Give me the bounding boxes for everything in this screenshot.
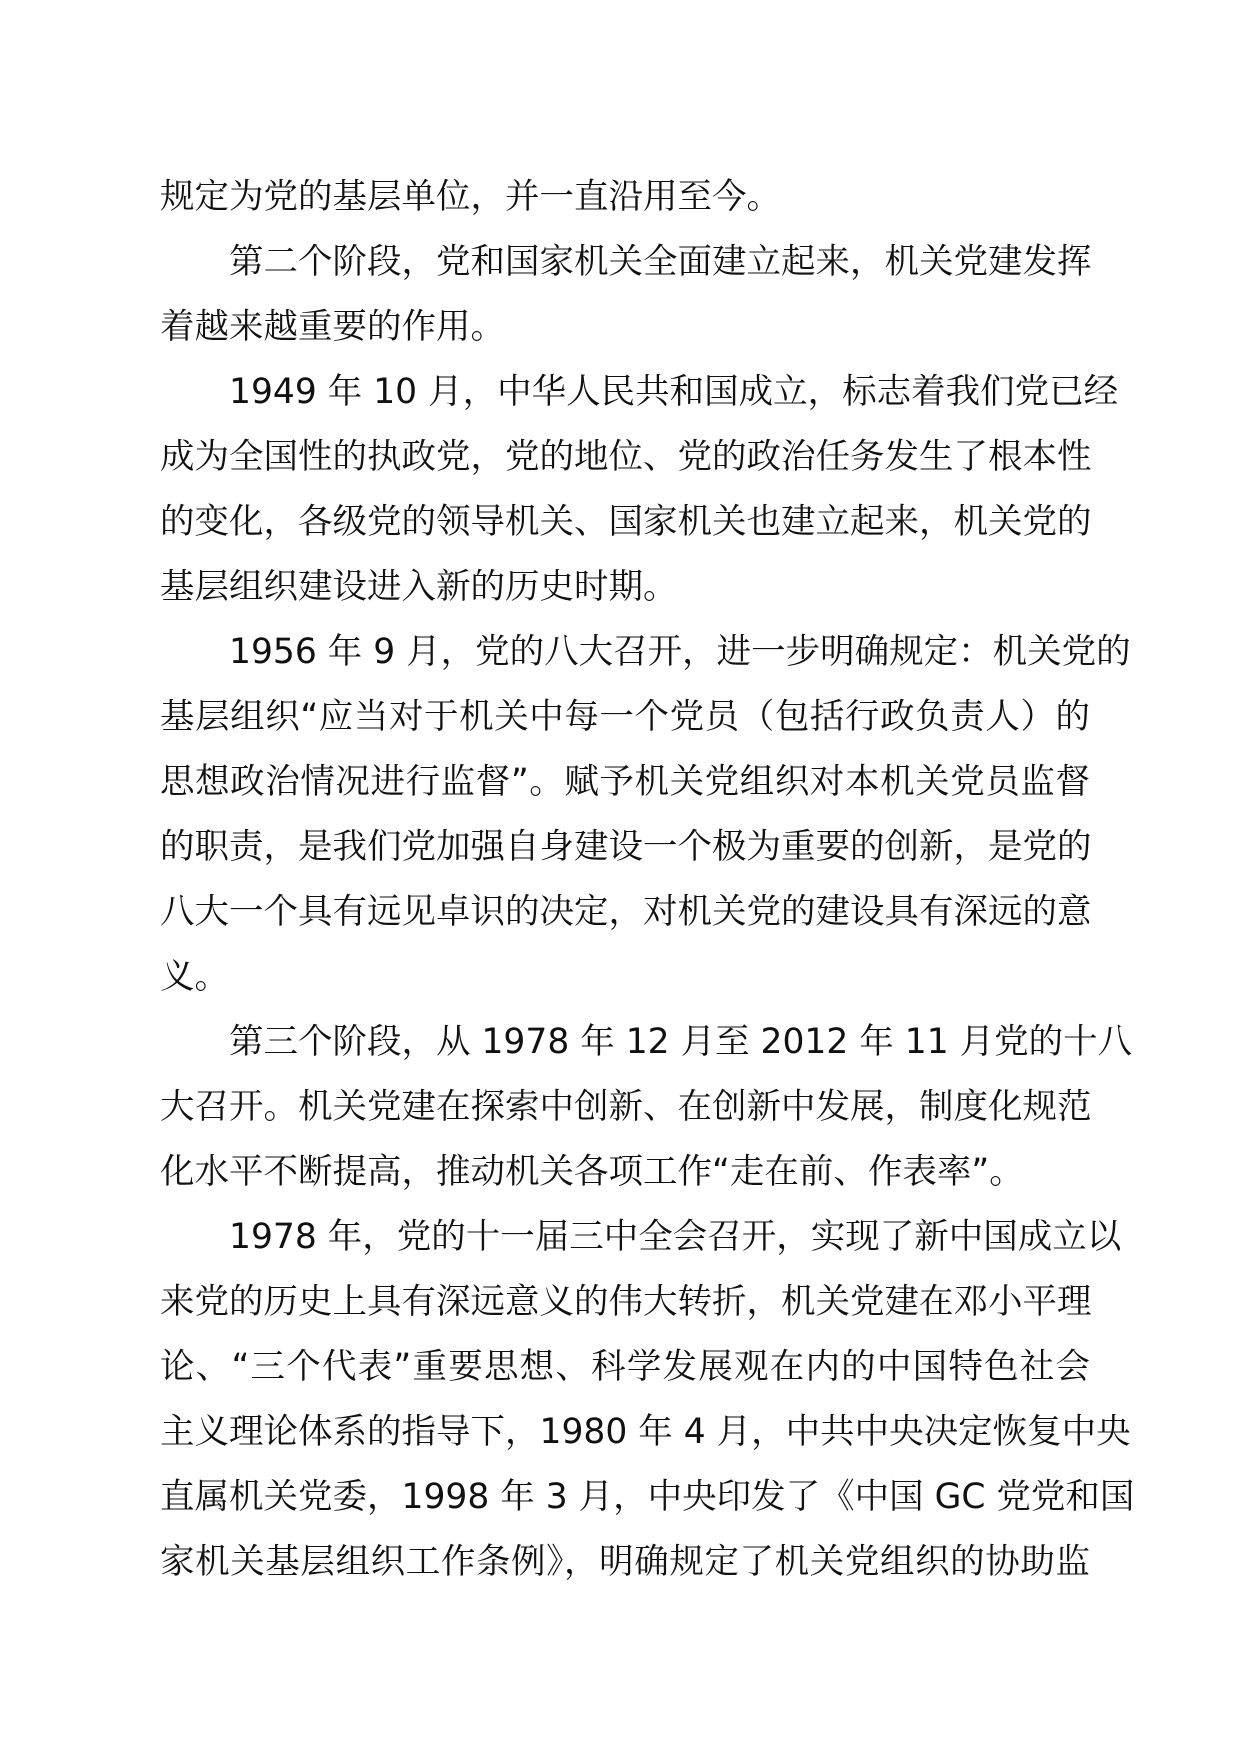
text-line: 义。 — [160, 957, 229, 997]
text-line: 思想政治情况进行监督”。赋予机关党组织对本机关党员监督 — [160, 762, 1090, 802]
text-line: 规定为党的基层单位，并一直沿用至今。 — [160, 177, 781, 217]
text-line: 论、“三个代表”重要思想、科学发展观在内的中国特色社会 — [160, 1347, 1090, 1387]
text-line: 家机关基层组织工作条例》，明确规定了机关党组织的协助监 — [160, 1542, 1090, 1582]
document-page — [160, 165, 1135, 1595]
text-line: 着越来越重要的作用。 — [160, 307, 505, 347]
text-line: 直属机关党委，1998 年 3 月，中央印发了《中国 GC 党党和国 — [160, 1477, 1135, 1517]
text-line: 八大一个具有远见卓识的决定，对机关党的建设具有深远的意 — [160, 892, 1092, 932]
text-line: 1978 年，党的十一届三中全会召开，实现了新中国成立以 — [229, 1217, 1122, 1257]
text-line: 的变化，各级党的领导机关、国家机关也建立起来，机关党的 — [160, 502, 1092, 542]
text-line: 1949 年 10 月，中华人民共和国成立，标志着我们党已经 — [229, 372, 1119, 412]
text-line: 1956 年 9 月，党的八大召开，进一步明确规定：机关党的 — [229, 632, 1131, 672]
text-line: 的职责，是我们党加强自身建设一个极为重要的创新，是党的 — [160, 827, 1092, 867]
text-line: 基层组织建设进入新的历史时期。 — [160, 567, 678, 607]
text-line: 来党的历史上具有深远意义的伟大转折，机关党建在邓小平理 — [160, 1282, 1092, 1322]
text-line: 化水平不断提高，推动机关各项工作“走在前、作表率”。 — [160, 1152, 1024, 1192]
text-line: 第三个阶段，从 1978 年 12 月至 2012 年 11 月党的十八 — [229, 1022, 1133, 1062]
text-line: 主义理论体系的指导下，1980 年 4 月，中共中央决定恢复中央 — [160, 1412, 1131, 1452]
text-line: 第二个阶段，党和国家机关全面建立起来，机关党建发挥 — [229, 242, 1092, 282]
text-line: 大召开。机关党建在探索中创新、在创新中发展，制度化规范 — [160, 1087, 1092, 1127]
text-line: 基层组织“应当对于机关中每一个党员（包括行政负责人）的 — [160, 697, 1090, 737]
text-line: 成为全国性的执政党，党的地位、党的政治任务发生了根本性 — [160, 437, 1092, 477]
